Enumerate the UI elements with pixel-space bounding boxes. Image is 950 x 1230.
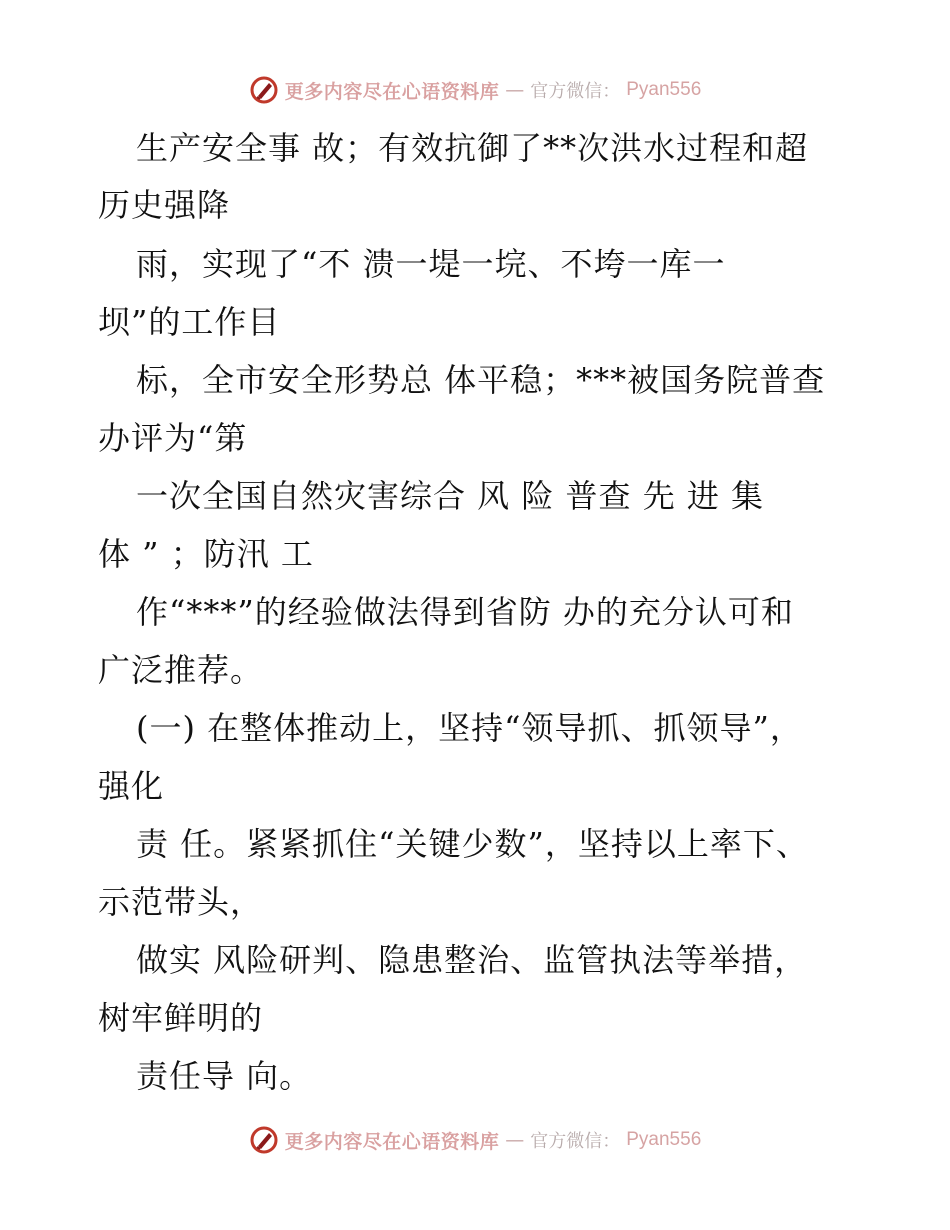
body-line: 责 任。紧紧抓住“关键少数”，坚持以上率下、: [136, 825, 809, 863]
body-line: 标，全市安全形势总 体平稳；***被国务院普查: [136, 361, 826, 399]
body-line: 树牢鲜明的: [98, 999, 264, 1037]
watermark-title: 更多内容尽在心语资料库: [284, 80, 500, 103]
pen-nib-logo-icon: [249, 75, 279, 105]
body-line: 一次全国自然灾害综合 风 险 普查 先 进 集: [136, 477, 765, 515]
watermark-title: 更多内容尽在心语资料库: [284, 1130, 500, 1153]
footer-watermark: [0, 1122, 950, 1158]
watermark-label: 官方微信：: [530, 81, 621, 102]
watermark-dash: —: [505, 1129, 525, 1151]
body-line: 生产安全事 故；有效抗御了**次洪水过程和超: [136, 129, 809, 167]
pen-nib-logo-icon: [249, 1125, 279, 1155]
body-line: 责任导 向。: [136, 1057, 313, 1095]
header-watermark: [0, 72, 950, 108]
body-line: 作“***”的经验做法得到省防 办的充分认可和: [136, 593, 794, 631]
body-line: 强化: [98, 767, 165, 805]
watermark-dash: —: [505, 79, 525, 101]
body-line: 历史强降: [98, 186, 231, 224]
body-line: 雨，实现了“不 溃一堤一垸、不垮一库一: [136, 245, 726, 283]
watermark-id: Pyan556: [626, 79, 702, 100]
body-line: 做实 风险研判、隐患整治、监管执法等举措，: [136, 941, 808, 979]
body-line: 办评为“第: [98, 419, 248, 457]
watermark-id: Pyan556: [626, 1129, 702, 1150]
body-line: 广泛推荐。: [98, 651, 264, 689]
body-line: 坝”的工作目: [98, 303, 281, 341]
body-line: 体 ” ；防汛 工: [98, 535, 314, 573]
body-line: 示范带头，: [98, 883, 264, 921]
body-line: (一) 在整体推动上，坚持“领导抓、抓领导”，: [136, 709, 803, 747]
watermark-label: 官方微信：: [530, 1131, 621, 1152]
